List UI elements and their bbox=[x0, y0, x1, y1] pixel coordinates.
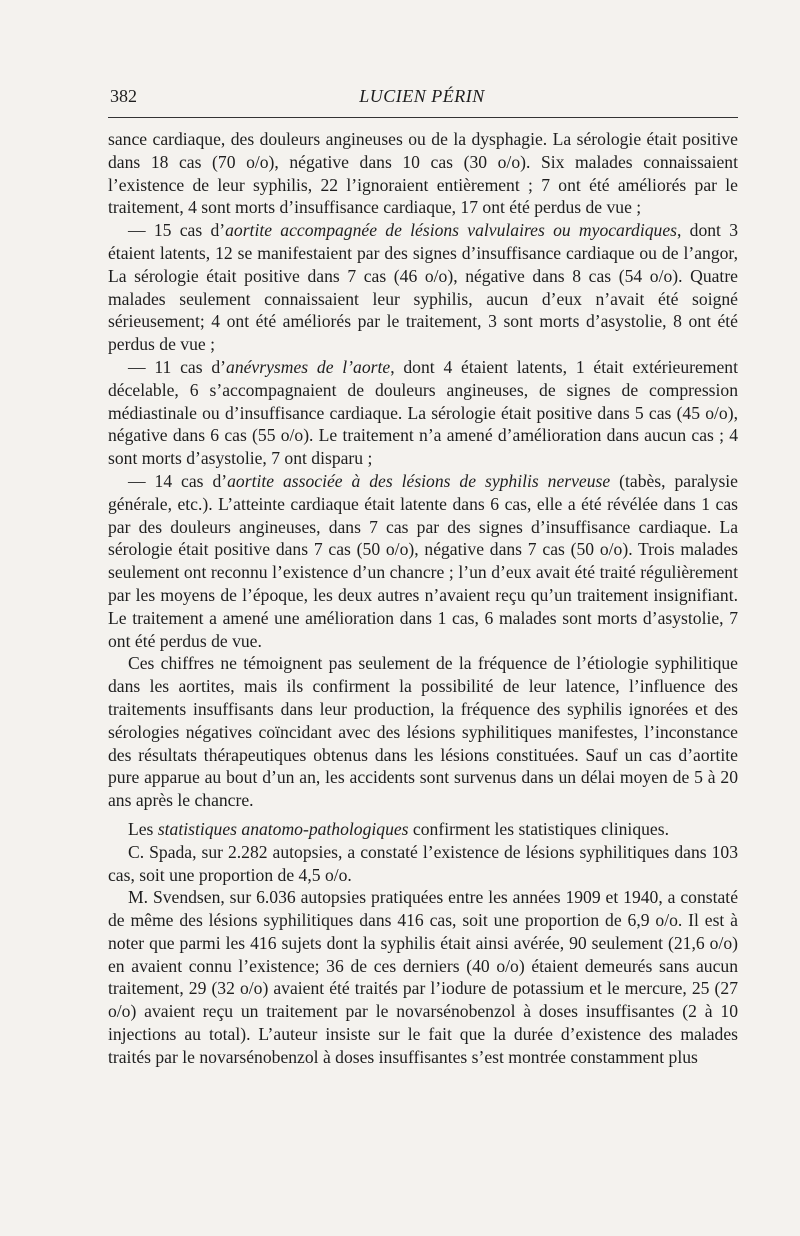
text-run: C. Spada, sur 2.282 autopsies, a constaté l’existence de lésions syphilitiques dans 103 cas, soit une proportion de 4,5 o/o. bbox=[108, 841, 738, 885]
paragraph bbox=[108, 128, 738, 219]
paragraph bbox=[108, 652, 738, 812]
page-header bbox=[108, 86, 736, 112]
text-run: sance cardiaque, des douleurs angineuses ou de la dysphagie. La sérologie était positive dans 18 cas (70 o/o), négative dans 10 cas (30 o/o). Six malades connaissaient l’existence de leur syphilis, 22 l’ignoraient entièrement ; 7 ont été améliorés par le traitement, 4 sont morts d’insuffisance cardiaque, 17 ont été perdus de vue ; bbox=[108, 129, 738, 218]
paragraph bbox=[108, 818, 738, 841]
text-run: — 11 cas d’ bbox=[128, 356, 227, 377]
text-run: — 15 cas d’ bbox=[128, 220, 226, 241]
paragraph bbox=[108, 886, 738, 1068]
italic-text: anévrysmes de l’aorte bbox=[226, 356, 391, 377]
text-run: confirment les statistiques cliniques. bbox=[408, 818, 669, 839]
text-run: M. Svendsen, sur 6.036 autopsies pratiquées entre les années 1909 et 1940, a constaté de même des lésions syphilitiques dans 416 cas, soit une proportion de 6,9 o/o. Il est à noter que parmi les 416 sujets dont la syphilis était ainsi avérée, 90 seulement (21,6 o/o) en avaient connu l’existence; 36 de ces derniers (40 o/o) étaient demeurés sans aucun traitement, 29 (32 o/o) avaient été traités par l’iodure de potassium et le mercure, 25 (27 o/o) avaient reçu un traitement par le novarsénobenzol à doses insuffisantes (2 à 10 injections au total). L’auteur insiste sur le fait que la durée d’existence des malades traités par le novarsénobenzol à doses insuffisantes s’est montrée constamment plus bbox=[108, 887, 738, 1067]
paragraph bbox=[108, 356, 738, 470]
paragraph bbox=[108, 219, 738, 356]
text-run: — 14 cas d’ bbox=[128, 470, 228, 491]
header-rule bbox=[108, 117, 738, 118]
text-run: (tabès, paralysie générale, etc.). L’atteinte cardiaque était latente dans 6 cas, elle a été révélée dans 1 cas par des douleurs angineuses, dans 7 cas par des signes d’insuffisance cardiaque. La sérologie était positive dans 7 cas (50 o/o), négative dans 7 cas (50 o/o). Trois malades seulement ont reconnu l’existence d’un chancre ; l’un d’eux avait été traité régulièrement par les moyens de l’époque, les deux autres n’avaient reçu qu’un traitement insignifiant. Le traitement a amené une amélioration dans 1 cas, 6 malades sont morts d’asystolie, 7 ont été perdus de vue. bbox=[108, 470, 738, 651]
running-head: LUCIEN PÉRIN bbox=[359, 86, 485, 106]
text-run: , dont 4 étaient latents, 1 était extérieurement décelable, 6 s’accompagnaient de douleurs angineuses, de signes de compression médiastinale ou d’insuffisance cardiaque. La sérologie était positive dans 5 cas (45 o/o), négative dans 6 cas (55 o/o). Le traitement n’a amené d’amélioration dans aucun cas ; 4 sont morts d’asystolie, 7 ont disparu ; bbox=[108, 356, 738, 469]
paragraph bbox=[108, 470, 738, 652]
text-run: , dont 3 étaient latents, 12 se manifestaient par des signes d’insuffisance cardiaque ou de l’angor, La sérologie était positive dans 7 cas (46 o/o), négative dans 8 cas (54 o/o). Quatre malades seulement connaissaient leur syphilis, aucun d’eux n’avait été soigné sérieusement; 4 ont été améliorés par le traitement, 3 sont morts d’asystolie, 8 ont été perdus de vue ; bbox=[108, 220, 738, 355]
italic-text: aortite associée à des lésions de syphilis nerveuse bbox=[227, 470, 611, 491]
text-run: Ces chiffres ne témoignent pas seulement de la fréquence de l’étiologie syphilitique dans les aortites, mais ils confirment la possibilité de leur latence, l’influence des traitements insuffisants dans leur production, la fréquence des syphilis ignorées et des sérologies négatives coïncidant avec des lésions syphilitiques manifestes, l’inconstance des résultats thérapeutiques obtenus dans les lésions constituées. Sauf un cas d’aortite pure apparue au bout d’un an, les accidents sont survenus dans un délai moyen de 5 à 20 ans après le chancre. bbox=[108, 653, 738, 811]
body-text bbox=[108, 128, 738, 1069]
italic-text: statistiques anatomo-pathologiques bbox=[157, 818, 409, 839]
page-number: 382 bbox=[110, 86, 137, 106]
paragraph bbox=[108, 841, 738, 887]
text-run: Les bbox=[128, 818, 158, 839]
italic-text: aortite accompagnée de lésions valvulaires ou myocardiques bbox=[225, 220, 677, 241]
